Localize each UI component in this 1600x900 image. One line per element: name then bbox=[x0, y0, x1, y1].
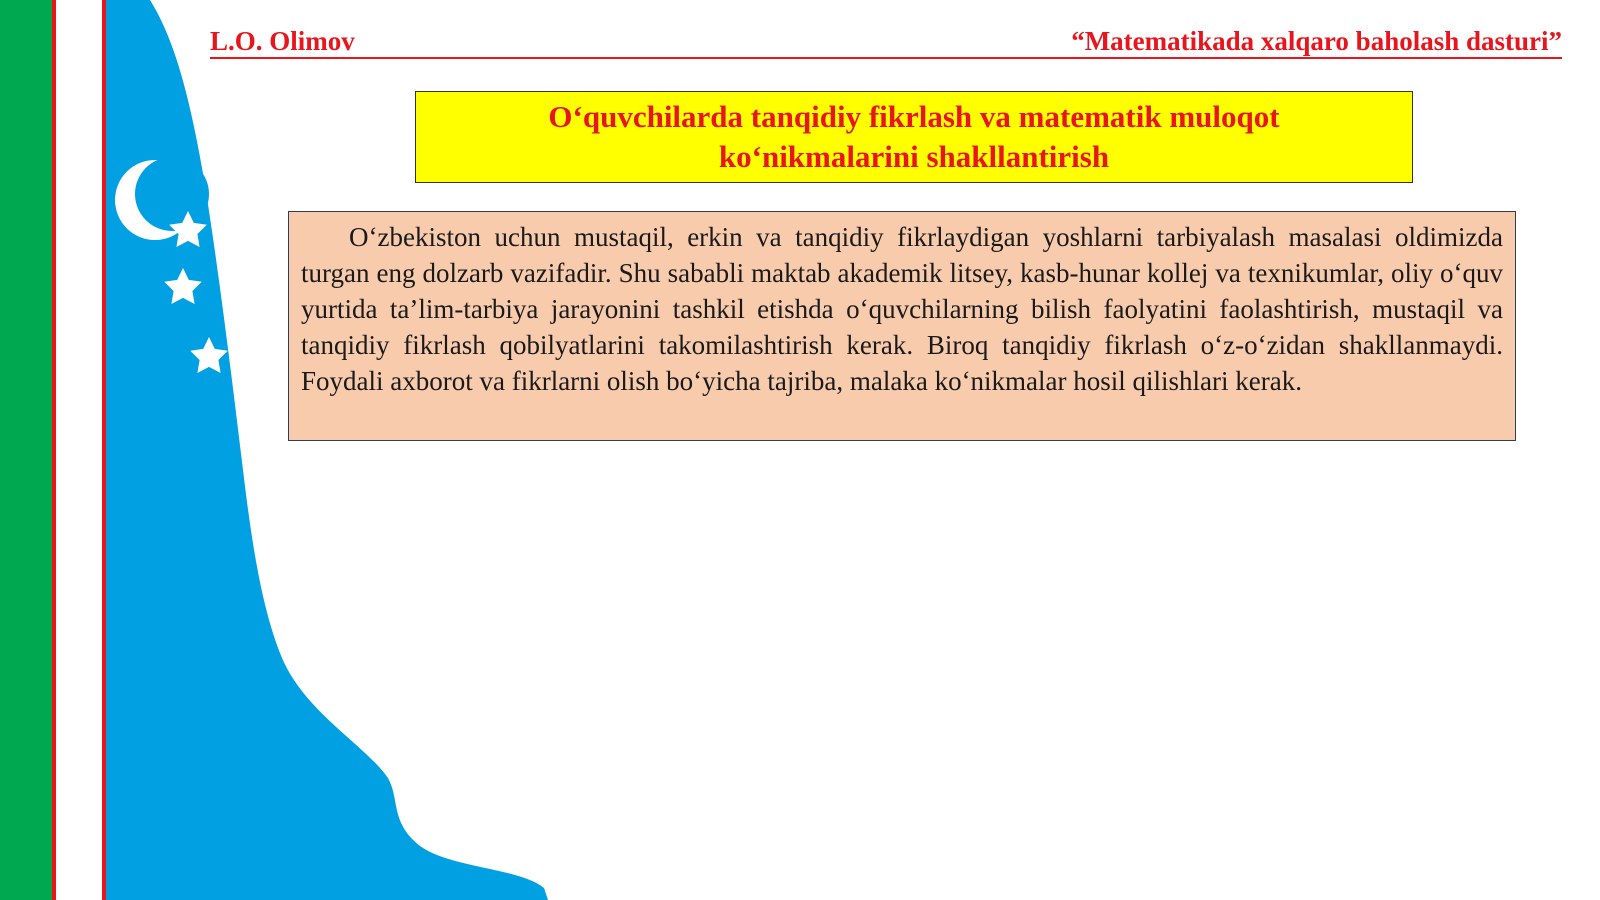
header-program-title: “Matematikada xalqaro baholash dasturi” bbox=[1071, 26, 1562, 56]
red-stripe-left bbox=[52, 0, 56, 900]
slide-title-line-2: ko‘nikmalarini shakllantirish bbox=[718, 139, 1110, 174]
body-text-box bbox=[288, 211, 1516, 441]
white-stripe bbox=[56, 0, 102, 900]
slide-title-box bbox=[415, 91, 1413, 183]
header-author: L.O. Olimov bbox=[210, 26, 355, 56]
slide-title-line-1: O‘quvchilarda tanqidiy fikrlash va matematik muloqot bbox=[548, 99, 1280, 134]
header-underline bbox=[210, 57, 1562, 59]
green-stripe bbox=[0, 0, 52, 900]
crescent-inner bbox=[135, 157, 209, 231]
body-paragraph: O‘zbekiston uchun mustaqil, erkin va tanqidiy fikrlaydigan yoshlarni tarbiyalash masalasi oldimizda turgan eng dolzarb vazifadir. Shu sababli maktab akademik litsey, kasb-hunar kollej va texnikumlar, oliy o‘quv yurtida ta’lim-tarbiya jarayonini tashkil etishda o‘quvchilarning bilish faolyatini faolashtirish, mustaqil va tanqidiy fikrlash qobilyatlarini takomilashtirish kerak. Biroq tanqidiy fikrlash o‘z-o‘zidan shakllanmaydi. Foydali axborot va fikrlarni olish bo‘yicha tajriba, malaka ko‘nikmalar hosil qilishlari kerak. bbox=[301, 222, 1503, 396]
slide-title bbox=[548, 97, 1279, 177]
red-stripe-right bbox=[102, 0, 106, 900]
